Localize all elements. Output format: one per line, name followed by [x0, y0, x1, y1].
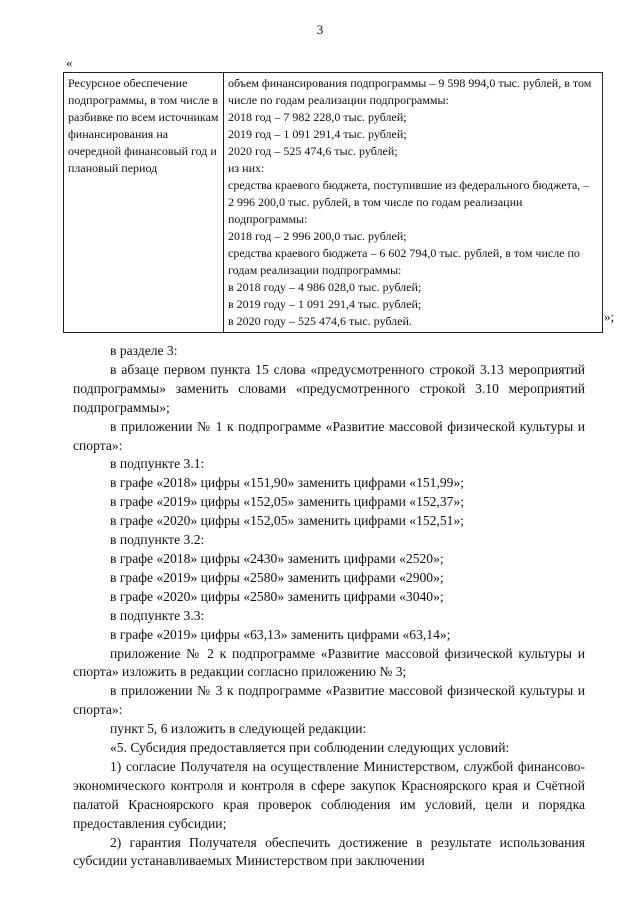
paragraph: в графе «2019» цифры «63,13» заменить цифрами «63,14»; [110, 626, 451, 642]
resource-table [63, 72, 603, 333]
document-body [73, 342, 585, 871]
closing-quote: »; [604, 309, 615, 324]
paragraph: в приложении № 3 к подпрограмме «Развитие массовой физической культуры и спорта»: [73, 683, 585, 718]
table-row [64, 73, 603, 333]
paragraph: в графе «2019» цифры «152,05» заменить цифрами «152,37»; [110, 494, 465, 510]
paragraph: приложение № 2 к подпрограмме «Развитие массовой физической культуры и спорта» изложить в редакции согласно приложению № 3; [73, 645, 585, 680]
paragraph: 1) согласие Получателя на осуществление Министерством, службой финансово-экономического контроля и контроля в сфере закупок Красноярского края и Счётной палатой Красноярского края проверок соблюдения им условий, цели и порядка предоставления субсидии; [73, 758, 585, 831]
paragraph: в подпункте 3.2: [110, 532, 205, 548]
paragraph: в графе «2020» цифры «152,05» заменить цифрами «152,51»; [110, 513, 465, 529]
paragraph: в подпункте 3.1: [110, 456, 205, 472]
paragraph: в подпункте 3.3: [110, 607, 205, 623]
paragraph: в графе «2020» цифры «2580» заменить цифрами «3040»; [110, 588, 444, 604]
table-right-cell [224, 73, 603, 333]
table-line: объем финансирования подпрограммы – 9 598 994,0 тыс. рублей, в том числе по годам реализации подпрограммы: [228, 76, 592, 107]
table-line: средства краевого бюджета – 6 602 794,0 тыс. рублей, в том числе по годам реализации подпрограммы: [228, 246, 580, 277]
table-line: 2019 год – 1 091 291,4 тыс. рублей; [228, 127, 407, 141]
paragraph: «5. Субсидия предоставляется при соблюдении следующих условий: [110, 740, 510, 756]
page-number: 3 [316, 22, 324, 37]
paragraph: в разделе 3: [110, 343, 178, 358]
paragraph: в графе «2019» цифры «2580» заменить цифрами «2900»; [110, 569, 444, 585]
paragraph: 2) гарантия Получателя обеспечить достижение в результате использования субсидии устанавливаемых Министерством при заключении [73, 834, 585, 869]
paragraph: в абзаце первом пункта 15 слова «предусмотренного строкой 3.13 мероприятий подпрограммы» заменить словами «предусмотренного строкой 3.10 мероприятий подпрограммы»; [73, 361, 585, 415]
table-line: 2018 год – 7 982 228,0 тыс. рублей; [228, 110, 407, 124]
paragraph: в приложении № 1 к подпрограмме «Развитие массовой физической культуры и спорта»: [73, 418, 585, 453]
opening-quote: « [66, 55, 73, 70]
paragraph: в графе «2018» цифры «2430» заменить цифрами «2520»; [110, 550, 444, 566]
table-line: из них: [228, 161, 265, 175]
table-line: в 2020 году – 525 474,6 тыс. рублей. [228, 314, 412, 328]
table-line: 2020 год – 525 474,6 тыс. рублей; [228, 144, 398, 158]
table-line: в 2019 году – 1 091 291,4 тыс. рублей; [228, 297, 422, 311]
paragraph: пункт 5, 6 изложить в следующей редакции: [110, 721, 367, 737]
table-line: в 2018 году – 4 986 028,0 тыс. рублей; [228, 280, 422, 294]
table-line: 2018 год – 2 996 200,0 тыс. рублей; [228, 229, 407, 243]
paragraph: в графе «2018» цифры «151,90» заменить цифрами «151,99»; [110, 475, 465, 491]
table-line: средства краевого бюджета, поступившие из федерального бюджета, – 2 996 200,0 тыс. рублей, в том числе по годам реализации подпрограммы: [228, 178, 590, 226]
table-left-cell: Ресурсное обеспечение подпрограммы, в том числе в разбивке по всем источникам финансирования на очередной финансовый год и плановый период [64, 73, 224, 333]
